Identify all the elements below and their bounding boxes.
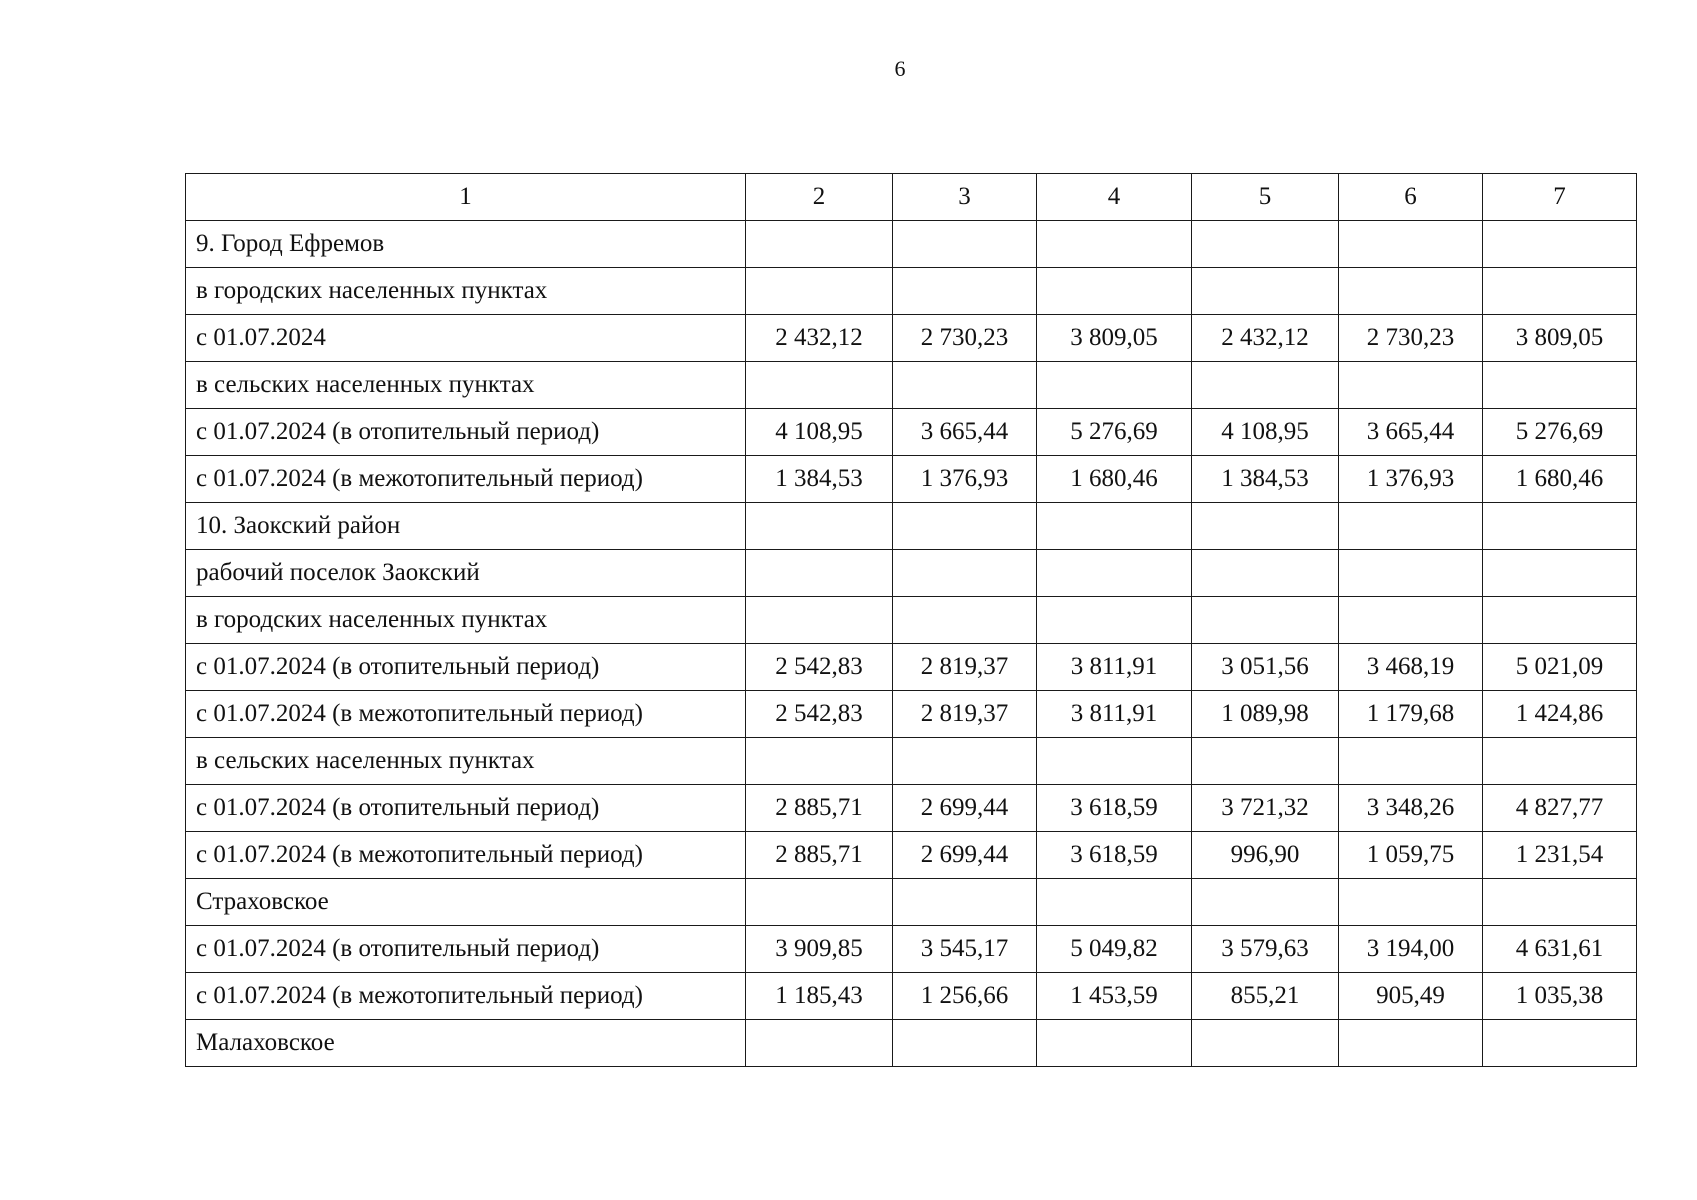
tariff-value-col-4: 3 618,59 [1037, 785, 1192, 832]
tariff-value-col-4: 5 276,69 [1037, 409, 1192, 456]
tariff-value-col-7 [1483, 362, 1637, 409]
page-number: 6 [894, 56, 906, 81]
tariff-value-col-3: 2 819,37 [893, 691, 1037, 738]
tariff-value-col-4 [1037, 879, 1192, 926]
row-label: с 01.07.2024 (в межотопительный период) [186, 832, 746, 879]
tariff-value-col-2: 2 885,71 [746, 785, 893, 832]
tariff-value-col-4: 3 811,91 [1037, 644, 1192, 691]
row-label: с 01.07.2024 (в отопительный период) [186, 785, 746, 832]
row-label: с 01.07.2024 (в отопительный период) [186, 644, 746, 691]
tariff-value-col-6: 1 376,93 [1339, 456, 1483, 503]
tariff-value-col-7: 1 035,38 [1483, 973, 1637, 1020]
tariff-value-col-3: 2 819,37 [893, 644, 1037, 691]
tariff-value-col-7 [1483, 503, 1637, 550]
tariff-value-col-5: 2 432,12 [1192, 315, 1339, 362]
tariff-value-col-6: 905,49 [1339, 973, 1483, 1020]
tariff-value-col-3 [893, 738, 1037, 785]
tariff-value-col-2 [746, 1020, 893, 1067]
tariff-value-col-6 [1339, 1020, 1483, 1067]
tariff-value-col-3 [893, 550, 1037, 597]
tariff-value-col-2: 2 432,12 [746, 315, 893, 362]
tariff-value-col-5 [1192, 550, 1339, 597]
tariff-value-col-4: 3 809,05 [1037, 315, 1192, 362]
tariff-value-col-3: 2 730,23 [893, 315, 1037, 362]
tariff-value-col-7 [1483, 268, 1637, 315]
tariff-value-col-6 [1339, 503, 1483, 550]
tariff-value-col-4 [1037, 221, 1192, 268]
tariff-value-col-3: 1 256,66 [893, 973, 1037, 1020]
tariff-value-col-2 [746, 597, 893, 644]
tariff-value-col-3: 1 376,93 [893, 456, 1037, 503]
tariff-value-col-4: 5 049,82 [1037, 926, 1192, 973]
tariff-value-col-6: 1 179,68 [1339, 691, 1483, 738]
column-number: 6 [1339, 174, 1483, 221]
tariff-value-col-5 [1192, 503, 1339, 550]
table-row [186, 832, 1637, 879]
tariff-value-col-2: 1 185,43 [746, 973, 893, 1020]
tariff-value-col-4 [1037, 738, 1192, 785]
tariff-value-col-6: 3 468,19 [1339, 644, 1483, 691]
table-row [186, 879, 1637, 926]
tariff-value-col-6 [1339, 597, 1483, 644]
tariff-value-col-3 [893, 503, 1037, 550]
tariff-value-col-7: 1 231,54 [1483, 832, 1637, 879]
column-number: 1 [186, 174, 746, 221]
tariff-value-col-2: 3 909,85 [746, 926, 893, 973]
tariff-value-col-2: 4 108,95 [746, 409, 893, 456]
table-row [186, 456, 1637, 503]
tariff-value-col-7 [1483, 738, 1637, 785]
tariff-value-col-3: 3 665,44 [893, 409, 1037, 456]
column-number: 4 [1037, 174, 1192, 221]
table-row [186, 550, 1637, 597]
tariff-value-col-5: 3 721,32 [1192, 785, 1339, 832]
row-label: Страховское [186, 879, 746, 926]
tariff-value-col-5: 1 089,98 [1192, 691, 1339, 738]
tariff-value-col-7 [1483, 1020, 1637, 1067]
tariff-value-col-5: 4 108,95 [1192, 409, 1339, 456]
tariff-value-col-6: 2 730,23 [1339, 315, 1483, 362]
tariff-value-col-3: 3 545,17 [893, 926, 1037, 973]
row-label: в городских населенных пунктах [186, 268, 746, 315]
tariff-value-col-4 [1037, 268, 1192, 315]
table-row [186, 926, 1637, 973]
row-label: 10. Заокский район [186, 503, 746, 550]
tariff-value-col-7: 4 631,61 [1483, 926, 1637, 973]
table-row [186, 785, 1637, 832]
tariff-value-col-6 [1339, 550, 1483, 597]
tariff-value-col-2 [746, 879, 893, 926]
tariff-value-col-5 [1192, 879, 1339, 926]
column-number: 7 [1483, 174, 1637, 221]
tariff-value-col-4: 3 811,91 [1037, 691, 1192, 738]
tariff-value-col-2: 2 542,83 [746, 644, 893, 691]
row-label: с 01.07.2024 [186, 315, 746, 362]
row-label: с 01.07.2024 (в межотопительный период) [186, 456, 746, 503]
row-label: Малаховское [186, 1020, 746, 1067]
column-number-row [186, 174, 1637, 221]
tariff-value-col-5 [1192, 1020, 1339, 1067]
tariff-value-col-7: 1 680,46 [1483, 456, 1637, 503]
tariff-value-col-4 [1037, 503, 1192, 550]
column-number: 2 [746, 174, 893, 221]
tariff-value-col-2: 2 885,71 [746, 832, 893, 879]
row-label: в сельских населенных пунктах [186, 738, 746, 785]
tariff-value-col-7 [1483, 550, 1637, 597]
tariff-value-col-3: 2 699,44 [893, 832, 1037, 879]
tariff-value-col-3 [893, 1020, 1037, 1067]
tariff-value-col-3 [893, 221, 1037, 268]
tariff-value-col-7 [1483, 597, 1637, 644]
tariff-value-col-2 [746, 268, 893, 315]
row-label: 9. Город Ефремов [186, 221, 746, 268]
tariff-value-col-7: 3 809,05 [1483, 315, 1637, 362]
tariff-value-col-2 [746, 503, 893, 550]
row-label: в городских населенных пунктах [186, 597, 746, 644]
tariff-value-col-7: 5 276,69 [1483, 409, 1637, 456]
tariff-value-col-5 [1192, 221, 1339, 268]
table-row [186, 691, 1637, 738]
tariff-value-col-6 [1339, 738, 1483, 785]
table-row [186, 268, 1637, 315]
tariff-value-col-7: 1 424,86 [1483, 691, 1637, 738]
tariff-value-col-3: 2 699,44 [893, 785, 1037, 832]
tariff-value-col-5: 3 051,56 [1192, 644, 1339, 691]
tariff-value-col-5: 855,21 [1192, 973, 1339, 1020]
tariff-value-col-4: 3 618,59 [1037, 832, 1192, 879]
tariff-value-col-7: 4 827,77 [1483, 785, 1637, 832]
tariff-value-col-5 [1192, 268, 1339, 315]
table-row [186, 315, 1637, 362]
tariff-value-col-5: 1 384,53 [1192, 456, 1339, 503]
row-label: в сельских населенных пунктах [186, 362, 746, 409]
table-row [186, 409, 1637, 456]
tariff-value-col-2: 2 542,83 [746, 691, 893, 738]
tariff-value-col-7 [1483, 221, 1637, 268]
tariff-value-col-6: 3 194,00 [1339, 926, 1483, 973]
table-row [186, 738, 1637, 785]
column-number: 3 [893, 174, 1037, 221]
tariff-value-col-2: 1 384,53 [746, 456, 893, 503]
tariff-value-col-4 [1037, 597, 1192, 644]
tariff-value-col-5: 996,90 [1192, 832, 1339, 879]
tariff-value-col-7 [1483, 879, 1637, 926]
tariff-value-col-5 [1192, 362, 1339, 409]
row-label: с 01.07.2024 (в межотопительный период) [186, 973, 746, 1020]
tariff-value-col-5: 3 579,63 [1192, 926, 1339, 973]
tariff-value-col-6: 1 059,75 [1339, 832, 1483, 879]
row-label: с 01.07.2024 (в отопительный период) [186, 926, 746, 973]
tariff-value-col-6: 3 665,44 [1339, 409, 1483, 456]
table-row [186, 597, 1637, 644]
table-row [186, 1020, 1637, 1067]
tariff-value-col-4: 1 680,46 [1037, 456, 1192, 503]
tariff-value-col-5 [1192, 738, 1339, 785]
tariff-value-col-6 [1339, 362, 1483, 409]
column-number: 5 [1192, 174, 1339, 221]
table-row [186, 503, 1637, 550]
table-row [186, 362, 1637, 409]
tariff-value-col-5 [1192, 597, 1339, 644]
tariff-value-col-6 [1339, 268, 1483, 315]
row-label: с 01.07.2024 (в отопительный период) [186, 409, 746, 456]
tariff-value-col-3 [893, 268, 1037, 315]
tariff-table [185, 173, 1637, 1067]
tariff-value-col-3 [893, 362, 1037, 409]
tariff-value-col-6 [1339, 879, 1483, 926]
tariff-value-col-4 [1037, 1020, 1192, 1067]
tariff-value-col-2 [746, 550, 893, 597]
row-label: рабочий поселок Заокский [186, 550, 746, 597]
row-label: с 01.07.2024 (в межотопительный период) [186, 691, 746, 738]
tariff-value-col-3 [893, 597, 1037, 644]
table-row [186, 973, 1637, 1020]
tariff-value-col-4 [1037, 550, 1192, 597]
table-row [186, 644, 1637, 691]
tariff-value-col-7: 5 021,09 [1483, 644, 1637, 691]
tariff-value-col-6 [1339, 221, 1483, 268]
tariff-value-col-6: 3 348,26 [1339, 785, 1483, 832]
tariff-value-col-2 [746, 221, 893, 268]
tariff-value-col-4 [1037, 362, 1192, 409]
tariff-value-col-3 [893, 879, 1037, 926]
table-row [186, 221, 1637, 268]
tariff-value-col-2 [746, 738, 893, 785]
tariff-value-col-4: 1 453,59 [1037, 973, 1192, 1020]
tariff-value-col-2 [746, 362, 893, 409]
